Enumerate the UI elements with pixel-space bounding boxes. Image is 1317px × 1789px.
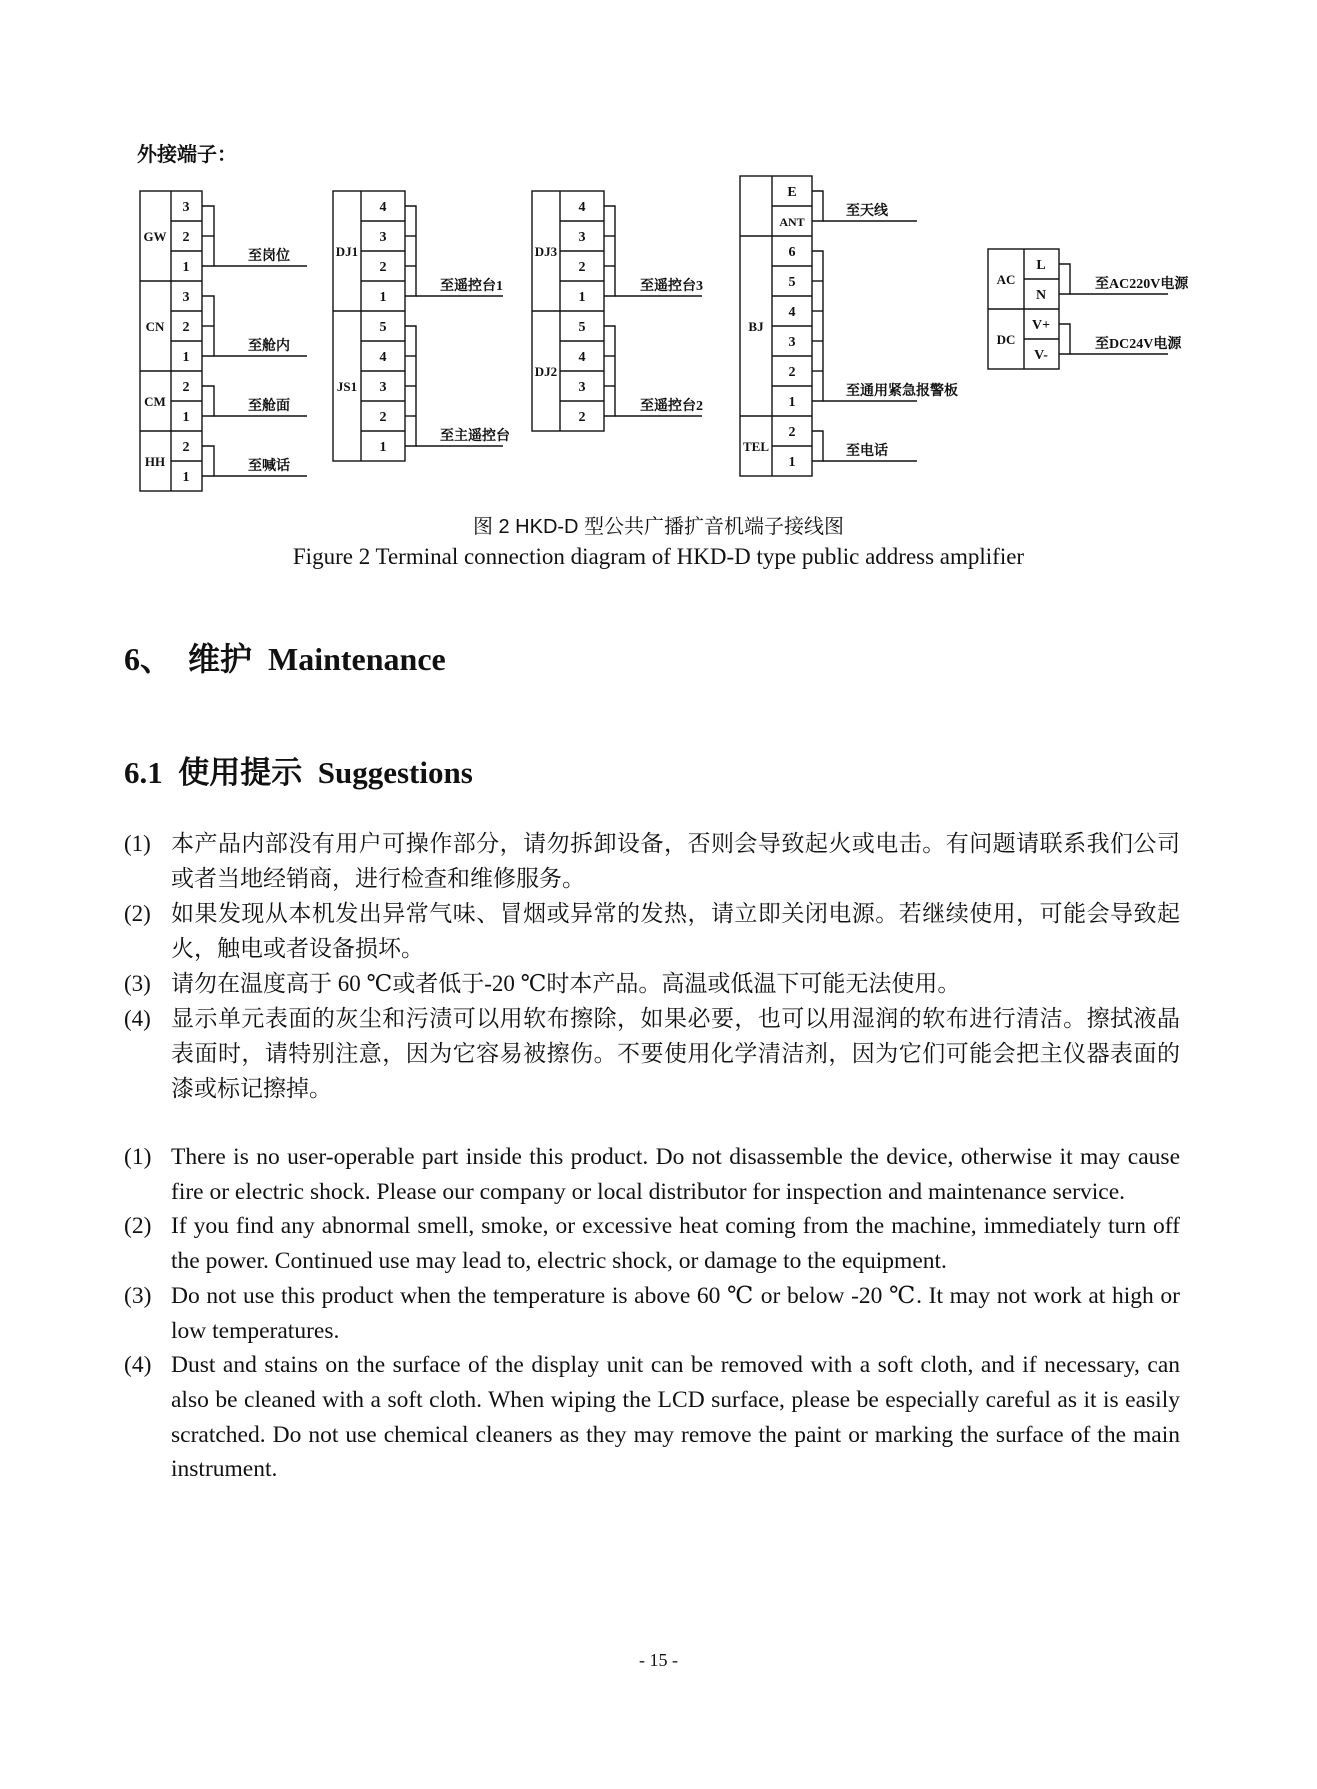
pin-label: N [1035, 288, 1047, 303]
suggestions-list-english [124, 1140, 1180, 1487]
destination-label-js1: 至主遥控台 [440, 429, 510, 444]
list-item-number: (2) [124, 1213, 152, 1240]
figure-caption-chinese: 图 2 HKD-D 型公共广播扩音机端子接线图 [472, 516, 845, 538]
pin-label: 3 [182, 290, 190, 305]
pin-label: 2 [182, 320, 190, 335]
destination-label-cn: 至舱内 [248, 339, 290, 354]
pin-label: 5 [578, 320, 586, 335]
list-item-text: There is no user-operable part inside this product. Do not disassemble the device, otherwise it may cause fire or electric shock. Please our company or local distributor for inspection and maintenance service. [171, 1144, 1180, 1205]
group-label-dj2: DJ2 [534, 364, 558, 379]
list-item [124, 1209, 1180, 1278]
suggestions-list-chinese [124, 826, 1180, 1106]
list-item [124, 1001, 1180, 1106]
pin-label: 1 [182, 470, 190, 485]
pin-label: 2 [379, 260, 387, 275]
group-label-dc: DC [996, 332, 1016, 347]
list-item-text: 请勿在温度高于 60 ℃或者低于-20 ℃时本产品。高温或低温下可能无法使用。 [171, 971, 961, 996]
group-label-dj1: DJ1 [335, 244, 359, 259]
destination-label-cm: 至舱面 [248, 399, 290, 414]
list-item-text: If you find any abnormal smell, smoke, or excessive heat coming from the machine, immediately turn off the power. Continued use may lead to, electric shock, or damage to the equipment. [171, 1213, 1180, 1275]
subsection-heading: 6.1 使用提示 Suggestions [124, 755, 473, 790]
list-item-number: (1) [124, 1144, 152, 1170]
list-item [124, 1140, 1180, 1209]
pin-label: 2 [578, 260, 586, 275]
list-item-number: (4) [124, 1006, 151, 1031]
group-label-bj: BJ [748, 319, 764, 334]
destination-label-ac: 至AC220V电源 [1095, 277, 1189, 292]
pin-label: L [1036, 258, 1046, 273]
list-item-text: Dust and stains on the surface of the display unit can be removed with a soft cloth, and if necessary, can also be cleaned with a soft cloth. When wiping the LCD surface, please be especially careful as it is easily scratched. Do not use chemical cleaners as they may remove the paint or marking the surface of the main instrument. [171, 1352, 1180, 1483]
terminal-wiring-diagram [0, 0, 1317, 500]
list-item [124, 966, 1180, 1001]
destination-label-gw: 至岗位 [248, 249, 290, 264]
list-item-text: 如果发现从本机发出异常气味、冒烟或异常的发热，请立即关闭电源。若继续使用，可能会导致起火，触电或者设备损坏。 [171, 901, 1180, 961]
destination-label-dj3: 至遥控台3 [640, 279, 703, 294]
pin-label: 4 [788, 305, 796, 320]
group-label-ac: AC [996, 272, 1016, 287]
pin-label: 1 [182, 260, 190, 275]
group-label-js1: JS1 [336, 379, 358, 394]
list-item-number: (2) [124, 901, 151, 926]
pin-label: V- [1034, 348, 1048, 363]
pin-label: 1 [788, 455, 796, 470]
destination-label-hh: 至喊话 [248, 459, 290, 474]
figure-caption-english: Figure 2 Terminal connection diagram of HKD-D type public address amplifier [292, 544, 1025, 569]
section-heading: 6、 维护 Maintenance [124, 641, 446, 677]
list-item-number: (3) [124, 1282, 152, 1309]
destination-label-tel: 至电话 [846, 444, 888, 459]
group-label-dj3: DJ3 [534, 244, 558, 259]
pin-label: 2 [788, 365, 796, 380]
pin-label: 4 [578, 200, 586, 215]
list-item-text: Do not use this product when the temperature is above 60 ℃ or below -20 ℃. It may not work at high or low temperatures. [171, 1282, 1180, 1344]
pin-label: 6 [788, 245, 796, 260]
pin-label: 2 [182, 380, 190, 395]
list-item-number: (3) [124, 971, 151, 996]
destination-label-dc: 至DC24V电源 [1095, 337, 1182, 352]
pin-label: E [787, 185, 797, 200]
pin-label: 4 [578, 350, 586, 365]
list-item-number: (4) [124, 1352, 152, 1379]
pin-label: 1 [379, 440, 387, 455]
external-terminals-label: 外接端子： [137, 144, 237, 166]
list-item [124, 1279, 1180, 1348]
pin-label: 2 [788, 425, 796, 440]
pin-label: ANT [779, 215, 805, 229]
pin-label: 5 [379, 320, 387, 335]
pin-label: 3 [182, 200, 190, 215]
group-label-cn: CN [145, 319, 165, 334]
pin-label: 1 [788, 395, 796, 410]
pin-label: 3 [578, 230, 586, 245]
pin-label: 2 [379, 410, 387, 425]
pin-label: 2 [578, 410, 586, 425]
list-item-text: 本产品内部没有用户可操作部分，请勿拆卸设备，否则会导致起火或电击。有问题请联系我们公司或者当地经销商，进行检查和维修服务。 [171, 831, 1180, 891]
list-item-text: 显示单元表面的灰尘和污渍可以用软布擦除，如果必要，也可以用湿润的软布进行清洁。擦拭液晶表面时，请特别注意，因为它容易被擦伤。不要使用化学清洁剂，因为它们可能会把主仪器表面的漆或标记擦掉。 [171, 1006, 1180, 1101]
list-item [124, 1348, 1180, 1487]
destination-label-antenna: 至天线 [846, 204, 888, 219]
pin-label: 1 [182, 350, 190, 365]
pin-label: 3 [578, 380, 586, 395]
pin-label: 4 [379, 200, 387, 215]
pin-label: V+ [1031, 318, 1051, 333]
pin-label: 2 [182, 440, 190, 455]
list-item-number: (1) [124, 831, 151, 856]
page-number: - 15 - [639, 1650, 678, 1670]
pin-label: 4 [379, 350, 387, 365]
group-label-gw: GW [143, 229, 167, 244]
list-item [124, 896, 1180, 966]
pin-label: 1 [379, 290, 387, 305]
pin-label: 3 [379, 230, 387, 245]
group-label-tel: TEL [742, 439, 770, 454]
pin-label: 1 [182, 410, 190, 425]
destination-label-dj1: 至遥控台1 [440, 279, 503, 294]
pin-label: 1 [578, 290, 586, 305]
destination-label-bj: 至通用紧急报警板 [846, 384, 958, 399]
pin-label: 3 [379, 380, 387, 395]
pin-label: 3 [788, 335, 796, 350]
list-item [124, 826, 1180, 896]
destination-label-dj2: 至遥控台2 [640, 399, 703, 414]
pin-label: 5 [788, 275, 796, 290]
group-label-hh: HH [144, 454, 166, 469]
group-label-cm: CM [144, 394, 166, 409]
pin-label: 2 [182, 230, 190, 245]
